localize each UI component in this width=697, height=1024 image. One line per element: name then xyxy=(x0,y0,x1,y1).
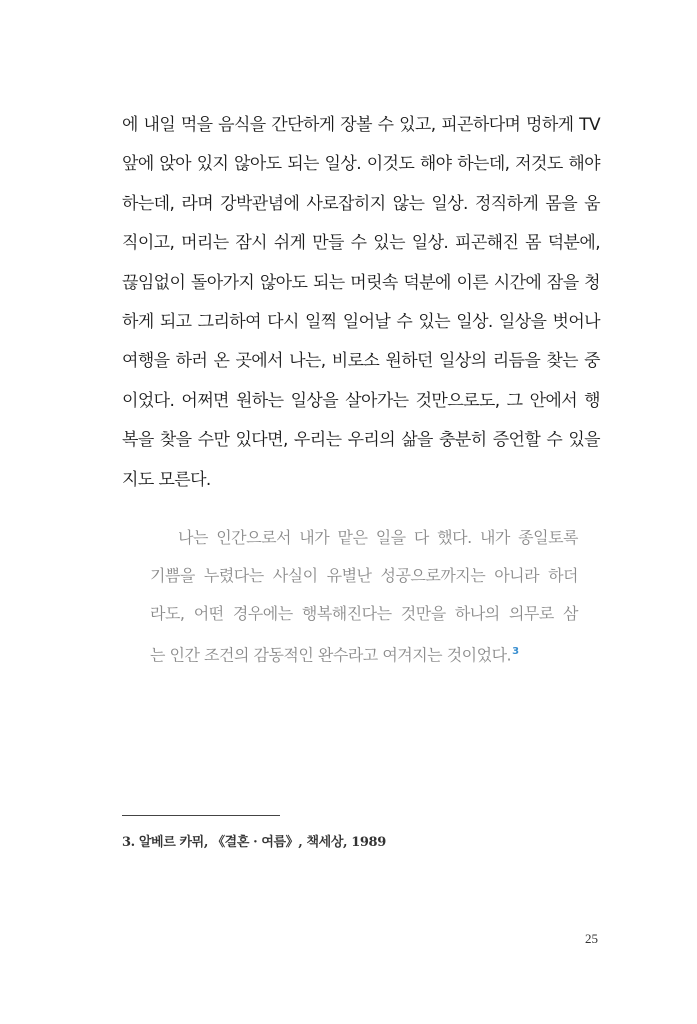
body-line: 끊임없이 돌아가지 않아도 되는 머릿속 덕분에 이른 시간에 잠을 청 xyxy=(122,272,600,293)
quote-line: 기쁨을 누렸다는 사실이 유별난 성공으로까지는 아니라 하더 xyxy=(150,566,578,585)
quote-line: 라도, 어떤 경우에는 행복해진다는 것만을 하나의 의무로 삼 xyxy=(150,604,578,623)
body-line: 직이고, 머리는 잠시 쉬게 만들 수 있는 일상. 피곤해진 몸 덕분에, xyxy=(122,233,600,254)
body-line: 앞에 앉아 있지 않아도 되는 일상. 이것도 해야 하는데, 저것도 해야 xyxy=(122,154,600,175)
body-line: 이었다. 어쩌면 원하는 일상을 살아가는 것만으로도, 그 안에서 행 xyxy=(122,390,600,411)
quote-line-text: 는 인간 조건의 감동적인 완수라고 여겨지는 것이었다. xyxy=(150,645,512,665)
body-line: 하는데, 라며 강박관념에 사로잡히지 않는 일상. 정직하게 몸을 움 xyxy=(122,193,600,214)
footnote: 3. 알베르 카뮈, 《결혼 · 여름》, 책세상, 1989 xyxy=(122,835,386,850)
body-line: 복을 찾을 수만 있다면, 우리는 우리의 삶을 충분히 증언할 수 있을 xyxy=(122,430,600,451)
block-quote xyxy=(150,519,578,671)
body-line: 지도 모른다. xyxy=(122,469,211,490)
body-line: 하게 되고 그리하여 다시 일찍 일어날 수 있는 일상. 일상을 벗어나 xyxy=(122,311,600,332)
quote-line xyxy=(150,633,578,671)
quote-line: 나는 인간으로서 내가 맡은 일을 다 했다. 내가 종일토록 xyxy=(178,528,578,547)
body-paragraph xyxy=(122,106,600,500)
page-number: 25 xyxy=(585,931,598,946)
footnote-divider xyxy=(122,815,280,816)
body-line: 여행을 하러 온 곳에서 나는, 비로소 원하던 일상의 리듬을 찾는 중 xyxy=(122,351,600,372)
footnote-reference[interactable]: 3 xyxy=(512,646,519,657)
body-line: 에 내일 먹을 음식을 간단하게 장볼 수 있고, 피곤하다며 멍하게 TV xyxy=(122,115,600,135)
